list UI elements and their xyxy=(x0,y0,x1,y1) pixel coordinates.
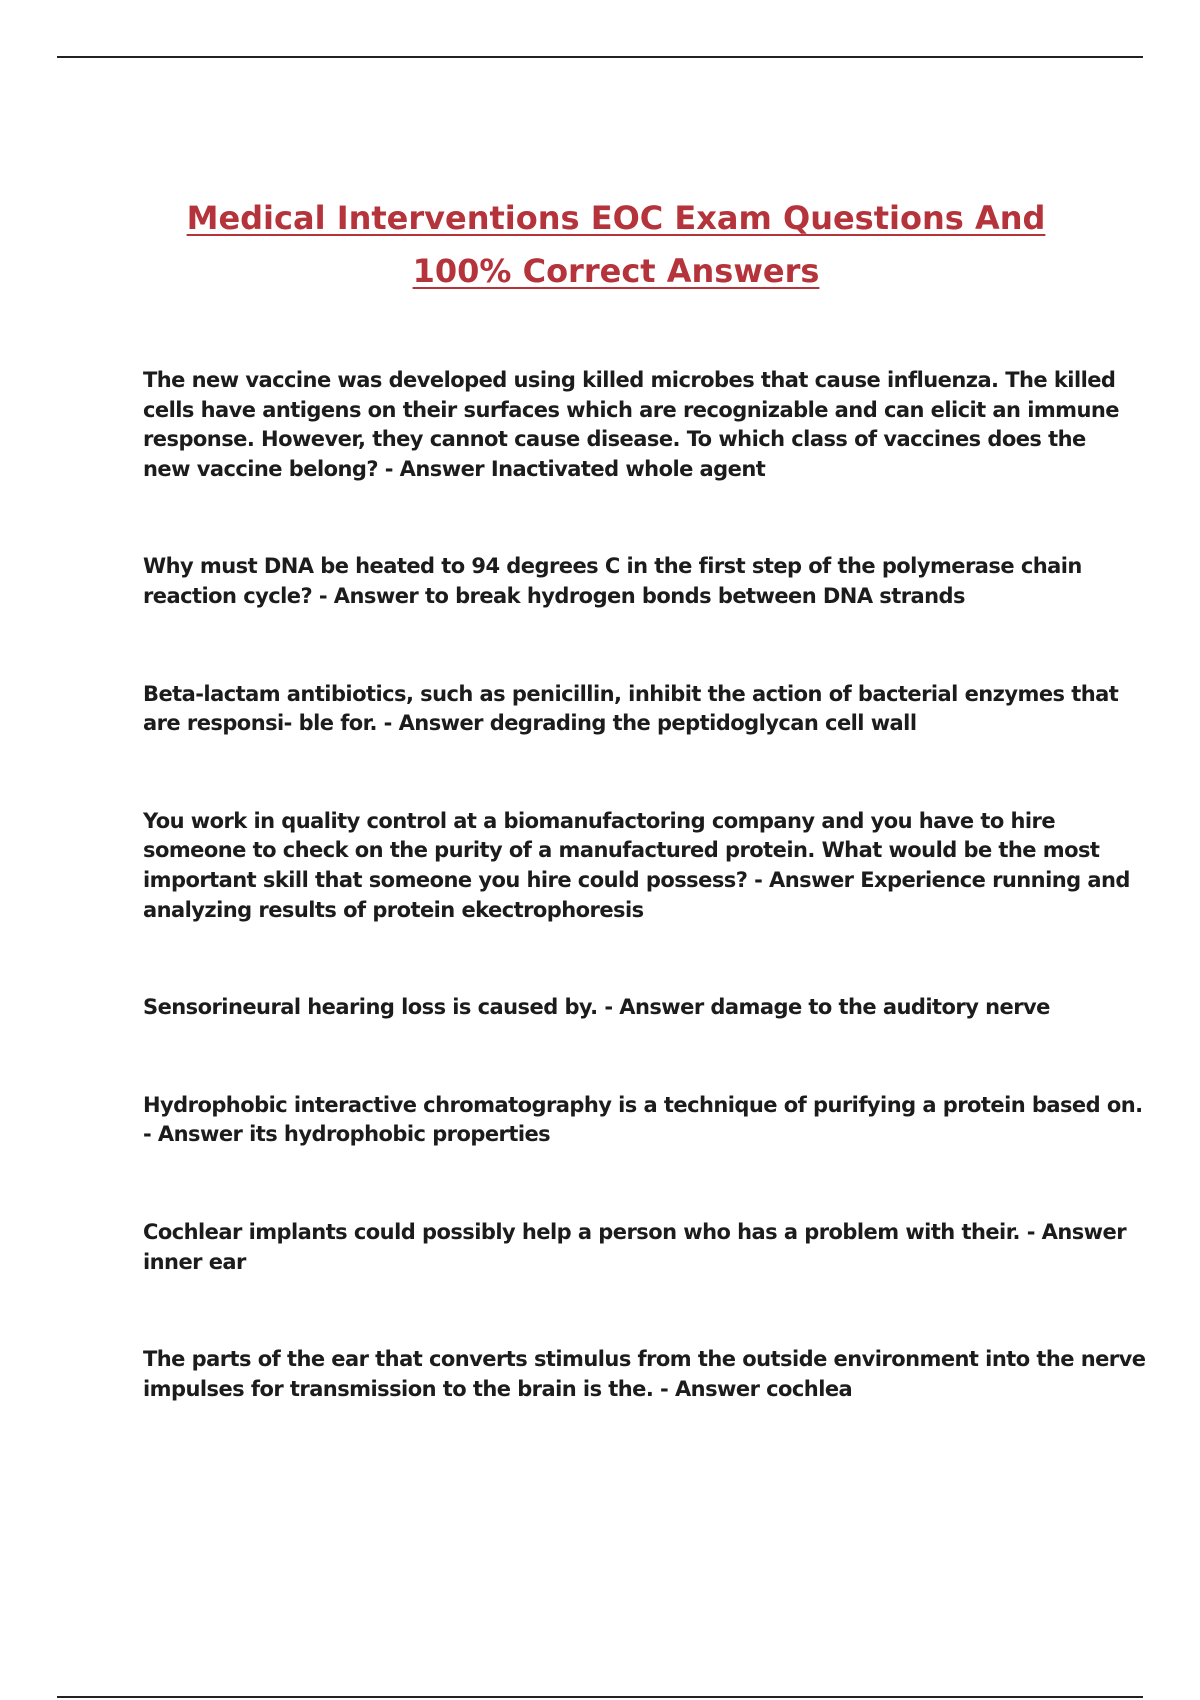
qa-item-1 xyxy=(143,366,1143,484)
spacer xyxy=(143,925,1143,993)
qa-line: Beta-lactam antibiotics, such as penicillin, inhibit the action of bacterial enzymes that xyxy=(143,681,1119,706)
qa-item-8 xyxy=(143,1345,1146,1404)
qa-line: response. However, they cannot cause disease. To which class of vaccines does the xyxy=(143,427,1086,452)
qa-item-6 xyxy=(143,1091,1143,1150)
question-answer-list xyxy=(143,366,1146,1404)
qa-line: cells have antigens on their surfaces which are recognizable and can elicit an immune xyxy=(143,397,1119,422)
spacer xyxy=(143,1023,1143,1091)
spacer xyxy=(143,739,1143,807)
qa-line: The parts of the ear that converts stimulus from the outside environment into the nerve xyxy=(143,1347,1146,1372)
qa-line: - Answer its hydrophobic properties xyxy=(143,1122,551,1147)
qa-line: The new vaccine was developed using killed microbes that cause influenza. The killed xyxy=(143,368,1116,392)
qa-line: important skill that someone you hire could possess? - Answer Experience running and xyxy=(143,867,1130,892)
qa-line: someone to check on the purity of a manufactured protein. What would be the most xyxy=(143,838,1100,863)
qa-line: are responsi- ble for. - Answer degrading the peptidoglycan cell wall xyxy=(143,711,917,736)
qa-item-5 xyxy=(143,993,1143,1023)
document-title xyxy=(120,192,1112,298)
qa-item-7 xyxy=(143,1218,1143,1277)
qa-item-2 xyxy=(143,552,1143,611)
spacer xyxy=(143,484,1143,552)
qa-line: You work in quality control at a biomanufactoring company and you have to hire xyxy=(143,808,1056,833)
qa-line: Sensorineural hearing loss is caused by. - Answer damage to the auditory nerve xyxy=(143,995,1050,1020)
bottom-rule xyxy=(57,1696,1143,1698)
qa-item-3 xyxy=(143,680,1143,739)
qa-line: analyzing results of protein ekectrophoresis xyxy=(143,897,644,922)
qa-line: Why must DNA be heated to 94 degrees C in the first step of the polymerase chain xyxy=(143,554,1082,579)
spacer xyxy=(143,1150,1143,1218)
qa-line: impulses for transmission to the brain is the. - Answer cochlea xyxy=(143,1376,853,1401)
qa-line: Hydrophobic interactive chromatography is a technique of purifying a protein based on. xyxy=(143,1092,1143,1117)
spacer xyxy=(143,612,1143,680)
qa-line: inner ear xyxy=(143,1249,246,1274)
qa-line: Cochlear implants could possibly help a person who has a problem with their. - Answer xyxy=(143,1219,1127,1244)
qa-line: reaction cycle? - Answer to break hydrogen bonds between DNA strands xyxy=(143,583,965,608)
title-line-1: Medical Interventions EOC Exam Questions And xyxy=(186,199,1046,237)
qa-item-4 xyxy=(143,807,1143,925)
title-line-2: 100% Correct Answers xyxy=(412,252,820,290)
qa-line: new vaccine belong? - Answer Inactivated whole agent xyxy=(143,456,766,481)
spacer xyxy=(143,1277,1143,1345)
top-rule xyxy=(57,56,1143,58)
